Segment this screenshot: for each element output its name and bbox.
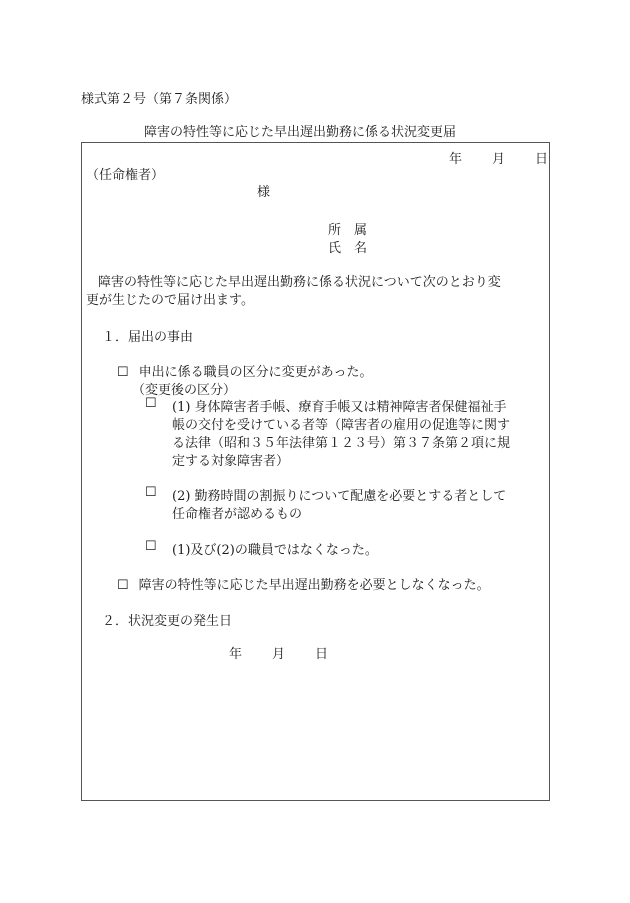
sub-option-3-checkbox[interactable]: ☐ — [145, 539, 157, 554]
option-b-label: 障害の特性等に応じた早出遅出勤務を必要としなくなった。 — [138, 578, 490, 593]
option-a-checkbox[interactable]: ☐ — [117, 365, 129, 380]
affiliation-char-2: 属 — [354, 223, 368, 238]
sub-option-1-line-3: る法律（昭和３５年法律第１２３号）第３７条第２項に規 — [172, 436, 511, 451]
footer-month: 月 — [272, 647, 286, 662]
footer-year: 年 — [229, 647, 243, 662]
section-2-title: ２．状況変更の発生日 — [102, 614, 233, 629]
sub-option-1-line-4: 定する対象障害者） — [172, 454, 290, 469]
sub-option-3-line-1: (1)及び(2)の職員ではなくなった。 — [172, 543, 378, 558]
sub-option-1-line-1: (1) 身体障害者手帳、療育手帳又は精神障害者保健福祉手 — [172, 400, 507, 415]
option-b — [117, 574, 490, 593]
sub-option-1-checkbox[interactable]: ☐ — [145, 396, 157, 411]
option-a — [117, 361, 373, 380]
form-title: 障害の特性等に応じた早出遅出勤務に係る状況変更届 — [144, 125, 457, 140]
option-a-sub: （変更後の区分） — [132, 383, 237, 398]
option-a-label: 申出に係る職員の区分に変更があった。 — [138, 365, 373, 380]
intro-line-1: 障害の特性等に応じた早出遅出勤務に係る状況について次のとおり変 — [98, 275, 501, 290]
name-char-2: 名 — [354, 241, 368, 256]
name-char-1: 氏 — [328, 241, 342, 256]
name-label — [328, 237, 367, 256]
option-b-checkbox[interactable]: ☐ — [117, 578, 129, 593]
form-label: 様式第２号（第７条関係） — [81, 92, 238, 107]
header-date — [449, 148, 548, 167]
form-frame — [81, 142, 550, 801]
honorific: 様 — [257, 185, 271, 200]
header-month: 月 — [492, 152, 506, 167]
occurrence-date — [229, 643, 328, 662]
header-year: 年 — [449, 152, 463, 167]
intro-line-2: 更が生じたので届け出ます。 — [86, 293, 254, 308]
footer-day: 日 — [315, 647, 329, 662]
header-day: 日 — [535, 152, 549, 167]
appointing-authority: （任命権者） — [86, 168, 165, 183]
section-1-title: １．届出の事由 — [102, 330, 194, 345]
sub-option-1-line-2: 帳の交付を受けている者等（障害者の雇用の促進等に関す — [172, 418, 511, 433]
affiliation-char-1: 所 — [328, 223, 342, 238]
sub-option-2-line-1: (2) 勤務時間の割振りについて配慮を必要とする者として — [172, 489, 507, 504]
sub-option-2-line-2: 任命権者が認めるもの — [172, 507, 303, 522]
sub-option-2-checkbox[interactable]: ☐ — [145, 485, 157, 500]
affiliation-label — [328, 219, 367, 238]
